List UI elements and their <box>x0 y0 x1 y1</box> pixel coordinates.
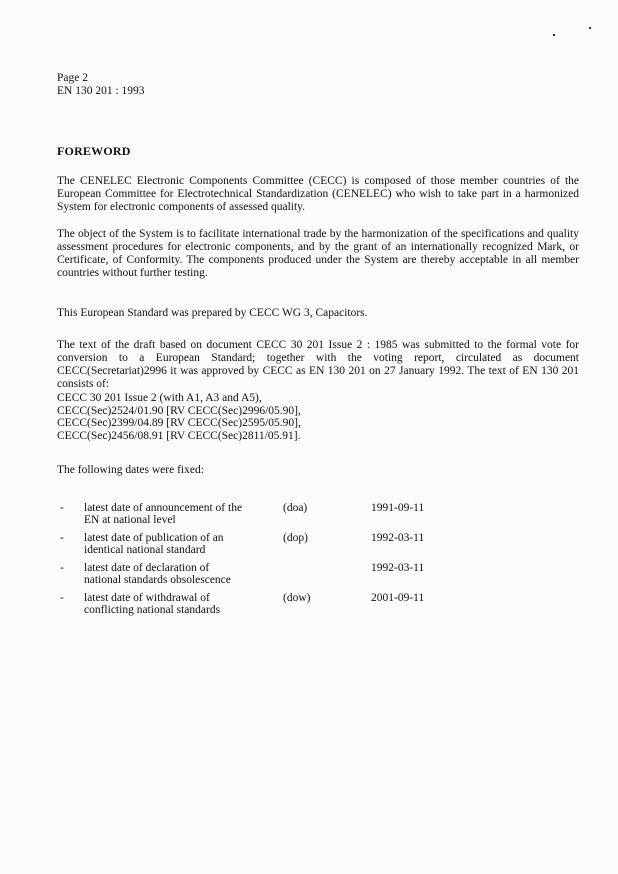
paragraph-cecc: The CENELEC Electronic Components Committee (CECC) is composed of those member countries of the European Committee for Electrotechnical Standardization (CENELEC) who wish to take part in a harmonized System for electronic components of assessed quality. <box>57 175 579 213</box>
dates-list <box>57 502 537 622</box>
date-description-line: latest date of announcement of the <box>84 502 243 514</box>
date-description-line: latest date of publication of an <box>84 532 224 544</box>
date-row-obsolescence <box>57 562 537 592</box>
date-description-line: conflicting national standards <box>84 604 221 616</box>
document-list <box>57 392 301 442</box>
date-description <box>84 592 274 616</box>
date-description <box>84 562 274 586</box>
date-value: 1992-03-11 <box>371 532 425 544</box>
date-row-doa <box>57 502 537 532</box>
paragraph-prepared-by: This European Standard was prepared by CECC WG 3, Capacitors. <box>57 307 368 319</box>
date-description-line: latest date of declaration of <box>84 562 210 574</box>
list-dash: - <box>60 532 64 544</box>
document-item: CECC(Sec)2456/08.91 [RV CECC(Sec)2811/05.91]. <box>57 429 301 442</box>
date-abbreviation: (dow) <box>283 592 311 604</box>
list-dash: - <box>60 502 64 514</box>
date-row-dop <box>57 532 537 562</box>
paragraph-system-object: The object of the System is to facilitate international trade by the harmonization of the specifications and quality assessment procedures for electronic components, and by the grant of an internationally recognized Mark, or Certificate, of Conformity. The components produced under the System are thereby acceptable in all member countries without further testing. <box>57 228 579 279</box>
list-dash: - <box>60 562 64 574</box>
document-item: CECC(Sec)2399/04.89 [RV CECC(Sec)2595/05.90], <box>57 417 301 429</box>
page-number: Page 2 <box>57 72 88 84</box>
section-heading: FOREWORD <box>57 144 131 158</box>
date-description-line: identical national standard <box>84 544 206 556</box>
date-description-line: latest date of withdrawal of <box>84 592 210 604</box>
date-value: 2001-09-11 <box>371 592 425 604</box>
date-description <box>84 532 274 556</box>
date-abbreviation: (doa) <box>283 502 308 514</box>
page-header <box>57 72 145 98</box>
date-value: 1991-09-11 <box>371 502 425 514</box>
date-description-line: national standards obsolescence <box>84 574 231 586</box>
date-row-dow <box>57 592 537 622</box>
dates-intro: The following dates were fixed: <box>57 464 204 476</box>
list-dash: - <box>60 592 64 604</box>
date-description <box>84 502 274 526</box>
date-value: 1992-03-11 <box>371 562 425 574</box>
standard-number: EN 130 201 : 1993 <box>57 85 145 97</box>
paragraph-draft-text: The text of the draft based on document CECC 30 201 Issue 2 : 1985 was submitted to the formal vote for conversion to a European Standard; together with the voting report, circulated as document CECC(Secretariat)2996 it was approved by CECC as EN 130 201 on 27 January 1992. The text of EN 130 201 consists of: <box>57 339 579 390</box>
date-description-line: EN at national level <box>84 514 176 526</box>
document-item: CECC(Sec)2524/01.90 [RV CECC(Sec)2996/05.90], <box>57 404 301 417</box>
document-item: CECC 30 201 Issue 2 (with A1, A3 and A5), <box>57 392 262 404</box>
date-abbreviation: (dop) <box>283 532 308 544</box>
